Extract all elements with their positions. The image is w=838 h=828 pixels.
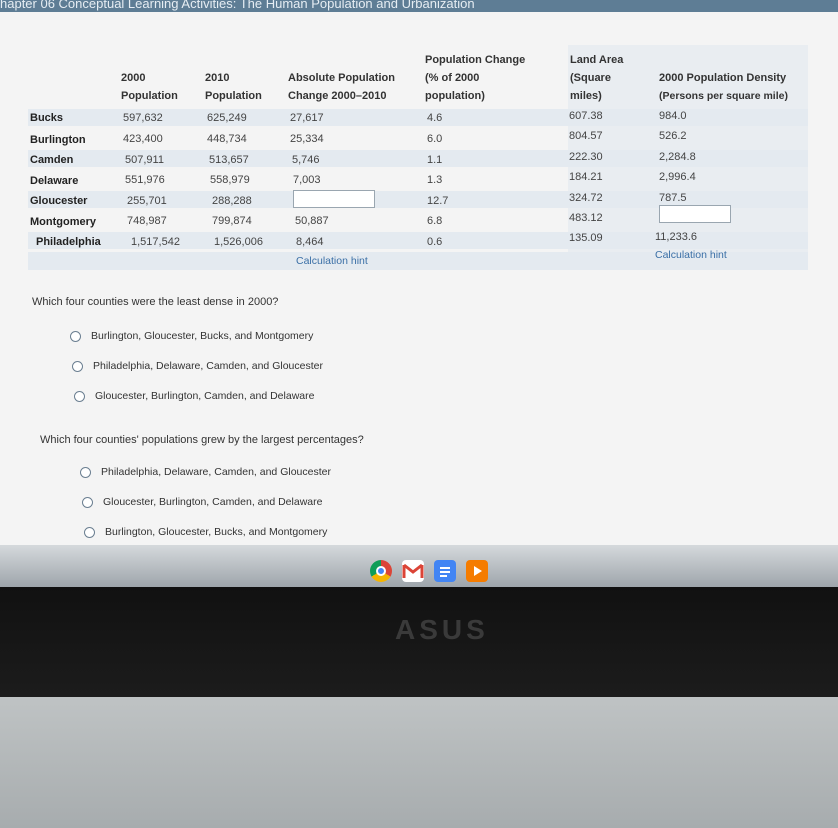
q2-option-3[interactable]	[84, 526, 327, 538]
pop2000-cell: 255,701	[127, 195, 167, 207]
header-abs-line2: Change 2000–2010	[288, 90, 387, 102]
q1-option-1[interactable]	[70, 330, 313, 342]
header-2010-line2: Population	[205, 90, 262, 102]
land-area-cell: 222.30	[569, 151, 603, 163]
abs-change-hint-link[interactable]: Calculation hint	[296, 255, 368, 267]
chrome-icon[interactable]	[370, 560, 392, 582]
docs-icon[interactable]	[434, 560, 456, 582]
q2-option-2[interactable]	[82, 496, 322, 508]
pop2010-cell: 288,288	[212, 195, 252, 207]
gmail-icon[interactable]	[402, 560, 424, 582]
option-label: Philadelphia, Delaware, Camden, and Gloucester	[93, 360, 323, 372]
header-2000-line1: 2000	[121, 72, 146, 84]
density-hint-link[interactable]: Calculation hint	[655, 249, 727, 261]
q1-option-3[interactable]	[74, 390, 314, 402]
density-input[interactable]	[659, 205, 731, 223]
header-density-line2: (Persons per square mile)	[659, 90, 788, 102]
abs-change-cell: 27,617	[290, 112, 324, 124]
abs-change-cell: 8,464	[296, 236, 324, 248]
density-cell: 526.2	[659, 130, 687, 142]
pop2000-cell: 597,632	[123, 112, 163, 124]
radio-button-icon[interactable]	[84, 527, 95, 538]
county-name: Burlington	[30, 134, 86, 146]
land-area-cell: 184.21	[569, 171, 603, 183]
land-area-cell: 607.38	[569, 110, 603, 122]
land-area-cell: 804.57	[569, 130, 603, 142]
pop2010-cell: 799,874	[212, 215, 252, 227]
density-cell: 2,996.4	[659, 171, 696, 183]
question-2-text: Which four counties' populations grew by the largest percentages?	[40, 434, 364, 446]
county-name: Camden	[30, 154, 74, 166]
header-land-line3: miles)	[570, 90, 602, 102]
option-label: Gloucester, Burlington, Camden, and Delaware	[103, 496, 323, 508]
option-label: Philadelphia, Delaware, Camden, and Gloucester	[101, 466, 331, 478]
page-header	[0, 0, 838, 12]
density-cell: 984.0	[659, 110, 687, 122]
q1-option-2[interactable]	[72, 360, 323, 372]
county-name: Montgomery	[30, 216, 96, 228]
county-name: Gloucester	[30, 195, 88, 207]
header-pct-line3: population)	[425, 90, 485, 102]
land-area-cell: 324.72	[569, 192, 603, 204]
header-2000-line2: Population	[121, 90, 178, 102]
pop2010-cell: 513,657	[209, 154, 249, 166]
pct-change-cell: 12.7	[427, 195, 449, 207]
laptop-keyboard-deck	[0, 697, 838, 828]
taskbar	[370, 560, 488, 582]
county-name: Bucks	[30, 112, 64, 124]
pct-change-cell: 4.6	[427, 112, 443, 124]
pct-change-cell: 6.0	[427, 133, 443, 145]
radio-button-icon[interactable]	[80, 467, 91, 478]
radio-button-icon[interactable]	[74, 391, 85, 402]
header-land-line2: (Square	[570, 72, 611, 84]
radio-button-icon[interactable]	[72, 361, 83, 372]
pct-change-cell: 1.3	[427, 174, 443, 186]
header-pct-line2: (% of 2000	[425, 72, 480, 84]
header-abs-line1: Absolute Population	[288, 72, 395, 84]
land-area-cell: 483.12	[569, 212, 603, 224]
pop2000-cell: 748,987	[127, 215, 167, 227]
density-cell: 787.5	[659, 192, 687, 204]
pct-change-cell: 1.1	[427, 154, 443, 166]
header-land-line1: Land Area	[570, 54, 624, 66]
option-label: Gloucester, Burlington, Camden, and Delaware	[95, 390, 315, 402]
pct-change-cell: 6.8	[427, 215, 443, 227]
pop2010-cell: 1,526,006	[214, 236, 263, 248]
header-pct-line1: Population Change	[425, 54, 526, 66]
pop2000-cell: 423,400	[123, 133, 163, 145]
page-title: hapter 06 Conceptual Learning Activities: The Human Population and Urbanization	[0, 0, 475, 11]
pop2010-cell: 558,979	[210, 174, 250, 186]
pct-change-cell: 0.6	[427, 236, 443, 248]
pop2010-cell: 448,734	[207, 133, 247, 145]
pop2000-cell: 551,976	[125, 174, 165, 186]
question-1-text: Which four counties were the least dense in 2000?	[32, 296, 279, 308]
pop2000-cell: 1,517,542	[131, 236, 180, 248]
county-name: Philadelphia	[36, 236, 101, 248]
density-cell: 2,284.8	[659, 151, 696, 163]
radio-button-icon[interactable]	[82, 497, 93, 508]
abs-change-cell: 50,887	[295, 215, 329, 227]
laptop-brand-logo: ASUS	[395, 614, 489, 645]
abs-change-cell: 7,003	[293, 174, 321, 186]
header-density-line1: 2000 Population Density	[659, 72, 787, 84]
pop2000-cell: 507,911	[125, 154, 164, 166]
density-cell: 11,233.6	[655, 231, 698, 243]
abs-change-cell: 5,746	[292, 154, 320, 166]
q2-option-1[interactable]	[80, 466, 331, 478]
land-area-cell: 135.09	[569, 232, 603, 244]
abs-change-cell: 25,334	[290, 133, 324, 145]
option-label: Burlington, Gloucester, Bucks, and Montgomery	[105, 526, 328, 538]
header-2010-line1: 2010	[205, 72, 230, 84]
pop2010-cell: 625,249	[207, 112, 247, 124]
radio-button-icon[interactable]	[70, 331, 81, 342]
county-name: Delaware	[30, 175, 79, 187]
abs-change-input[interactable]	[293, 190, 375, 208]
option-label: Burlington, Gloucester, Bucks, and Montgomery	[91, 330, 314, 342]
play-store-icon[interactable]	[466, 560, 488, 582]
